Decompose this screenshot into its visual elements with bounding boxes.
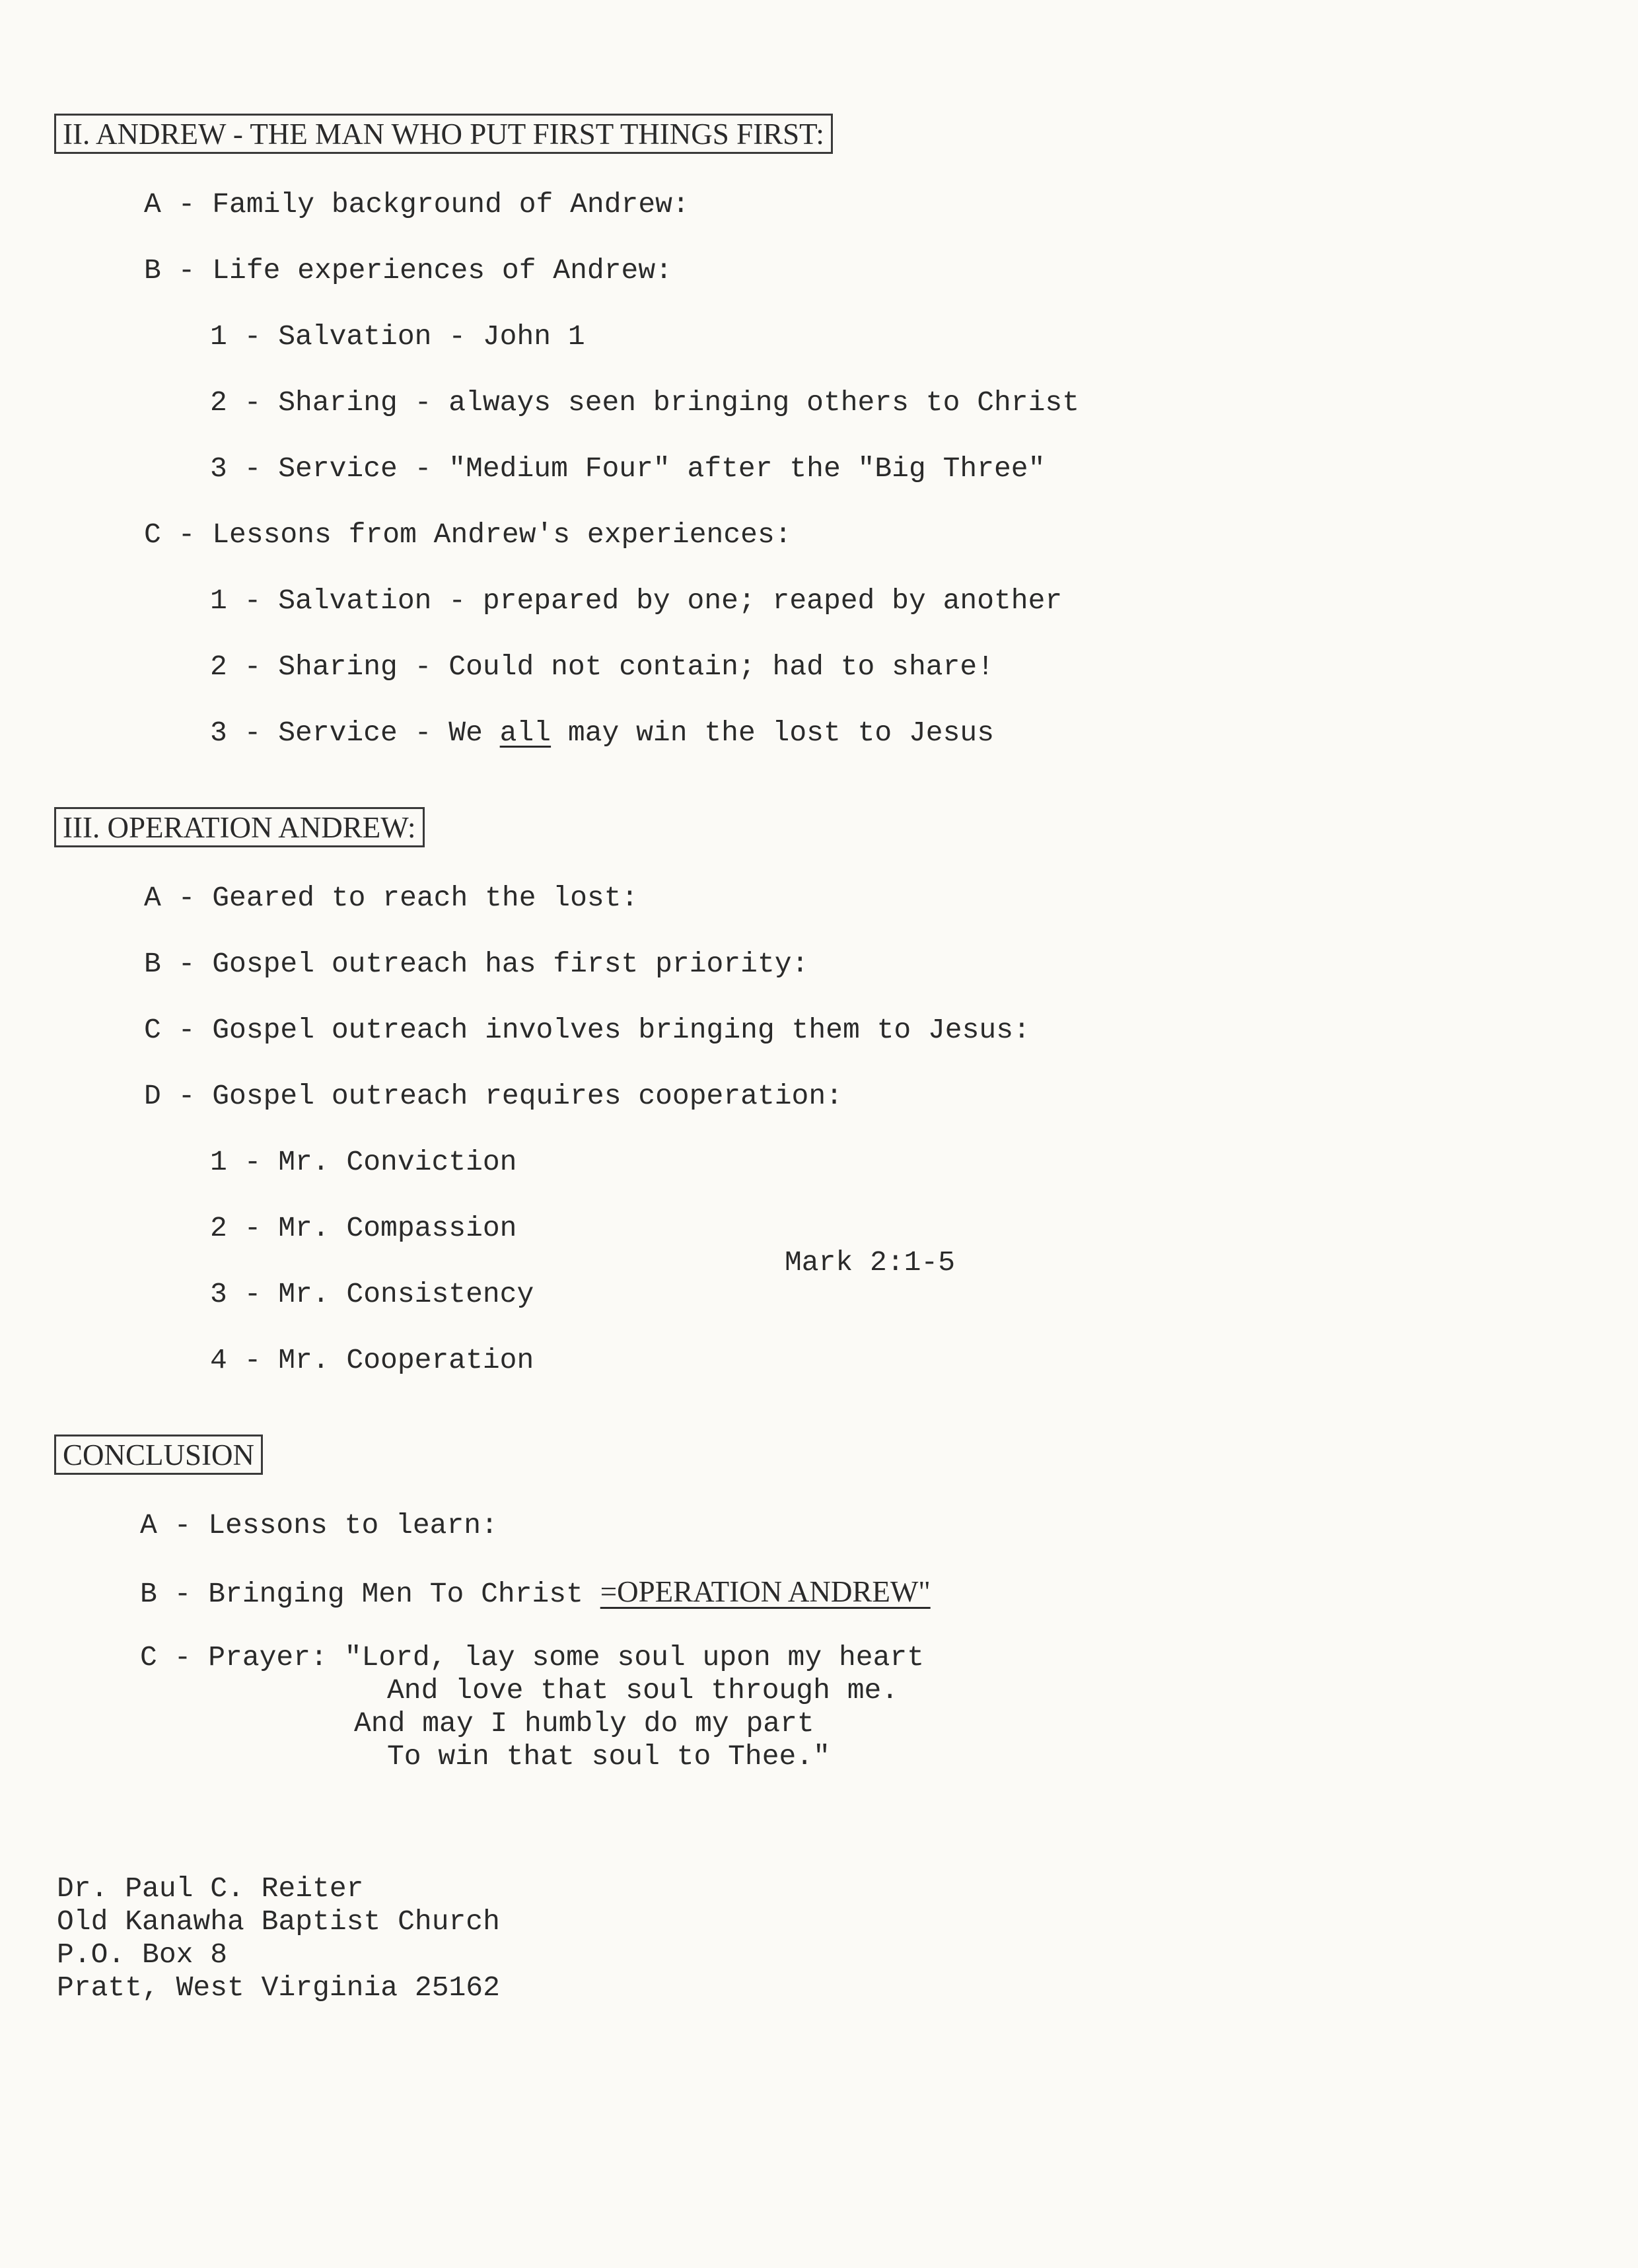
conclusion-c: C - Prayer: "Lord, lay some soul upon my heart (140, 1641, 924, 1674)
item-ii-a: A - Family background of Andrew: (144, 188, 690, 221)
item-ii-c3-emphasis: all (499, 717, 552, 749)
item-iii-d1: 1 - Mr. Conviction (210, 1146, 517, 1178)
item-iii-b: B - Gospel outreach has first priority: (144, 948, 809, 980)
prayer-line-4: To win that soul to Thee." (387, 1740, 830, 1773)
item-iii-d4: 4 - Mr. Cooperation (210, 1344, 534, 1376)
item-ii-c3-post: may win the lost to Jesus (551, 717, 995, 749)
item-ii-b1: 1 - Salvation - John 1 (210, 320, 585, 353)
conclusion-b-pre: B - Bringing Men To Christ (140, 1578, 600, 1610)
item-iii-a: A - Geared to reach the lost: (144, 882, 639, 914)
conclusion-b-emphasis: =OPERATION ANDREW" (600, 1575, 931, 1608)
signature-name: Dr. Paul C. Reiter (57, 1872, 364, 1905)
item-ii-b2: 2 - Sharing - always seen bringing others to Christ (210, 386, 1080, 419)
signature-box: P.O. Box 8 (57, 1938, 228, 1971)
scripture-reference: Mark 2:1-5 (785, 1246, 956, 1279)
section-ii-heading: II. ANDREW - THE MAN WHO PUT FIRST THINGS FIRST: (54, 114, 833, 154)
item-ii-b: B - Life experiences of Andrew: (144, 254, 672, 287)
conclusion-a: A - Lessons to learn: (140, 1509, 498, 1542)
conclusion-heading: CONCLUSION (54, 1435, 263, 1475)
item-ii-c3-pre: 3 - Service - We (210, 717, 500, 749)
item-ii-b3: 3 - Service - "Medium Four" after the "Big Three" (210, 452, 1046, 485)
signature-city: Pratt, West Virginia 25162 (57, 1971, 500, 2004)
prayer-line-3: And may I humbly do my part (354, 1707, 814, 1740)
item-ii-c: C - Lessons from Andrew's experiences: (144, 518, 792, 551)
item-ii-c2: 2 - Sharing - Could not contain; had to share! (210, 651, 994, 683)
signature-church: Old Kanawha Baptist Church (57, 1905, 500, 1938)
item-iii-d2: 2 - Mr. Compassion (210, 1212, 517, 1244)
section-iii-heading: III. OPERATION ANDREW: (54, 807, 425, 847)
conclusion-b (140, 1577, 931, 1608)
item-iii-c: C - Gospel outreach involves bringing them to Jesus: (144, 1014, 1030, 1046)
item-iii-d3: 3 - Mr. Consistency (210, 1278, 534, 1310)
item-ii-c1: 1 - Salvation - prepared by one; reaped by another (210, 585, 1063, 617)
item-ii-c3 (210, 719, 994, 747)
item-iii-d: D - Gospel outreach requires cooperation: (144, 1080, 843, 1112)
prayer-line-2: And love that soul through me. (387, 1674, 899, 1707)
